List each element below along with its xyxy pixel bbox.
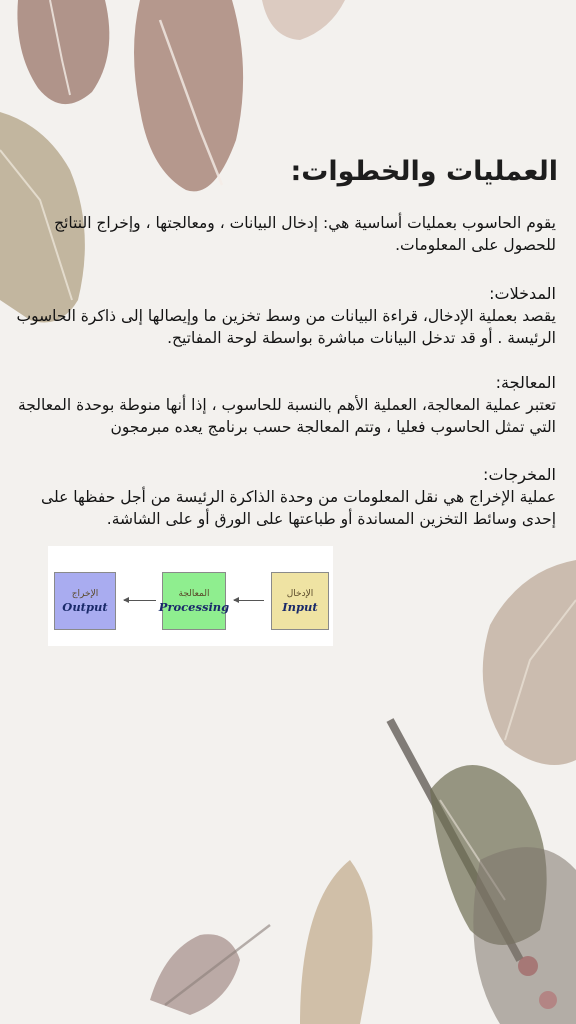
output-box-label: Output: [62, 599, 108, 614]
processing-box: [158, 572, 230, 630]
output-box-arabic-label: الإخراج: [71, 588, 99, 599]
intro-paragraph: يقوم الحاسوب بعمليات أساسية هي: إدخال البيانات ، ومعالجتها ، وإخراج النتائج للحصول على المعلومات.: [54, 214, 556, 254]
arrow-left-icon: [234, 600, 264, 601]
input-box-arabic-label: الإدخال: [286, 588, 314, 599]
processing-heading: المعالجة:: [495, 373, 556, 392]
inputs-paragraph: يقصد بعملية الإدخال، قراءة البيانات من وسط تخزين ما وإيصالها إلى ذاكرة الحاسوب الرئيسة . أو قد تدخل البيانات مباشرة بواسطة لوحة المفاتيح.: [16, 307, 556, 347]
page-title: العمليات والخطوات:: [290, 156, 558, 187]
processing-paragraph: تعتبر عملية المعالجة، العملية الأهم بالنسبة للحاسوب ، إذا أنها منوطة بوحدة المعالجة التي تمثل الحاسوب فعليا ، وتتم المعالجة حسب برنامج يعده مبرمجون: [17, 396, 556, 436]
input-box-label: Input: [282, 599, 318, 614]
output-box: [54, 572, 116, 630]
arrow-left-icon: [124, 600, 156, 601]
outputs-heading: المخرجات:: [483, 465, 556, 484]
inputs-heading: المدخلات:: [489, 284, 556, 303]
input-processing-output-diagram: [48, 546, 333, 646]
processing-box-label: Processing: [158, 599, 230, 614]
input-box: [271, 572, 329, 630]
outputs-paragraph: عملية الإخراج هي نقل المعلومات من وحدة الذاكرة الرئيسة من أجل حفظها على إحدى وسائط التخزين المساندة أو طباعتها على الورق أو على الشاشة.: [41, 488, 556, 528]
processing-box-arabic-label: المعالجة: [178, 588, 210, 599]
